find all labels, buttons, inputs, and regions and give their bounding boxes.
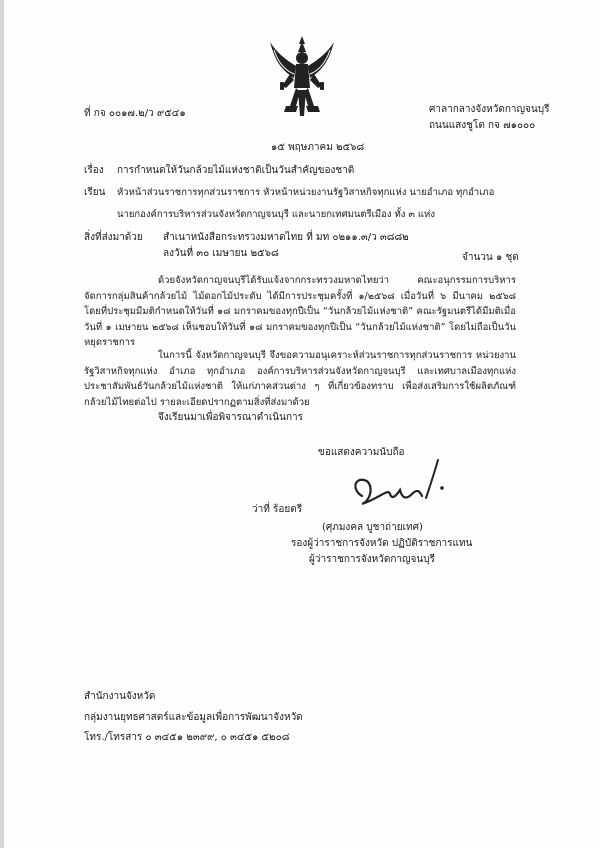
handwritten-signature <box>340 458 460 518</box>
subject-label: เรื่อง <box>84 165 104 176</box>
recipient-label: เรียน <box>84 187 106 198</box>
footer-office: สำนักงานจังหวัด <box>84 691 156 702</box>
enclosure-line-1: สำเนาหนังสือกระทรวงมหาดไทย ที่ มท ๐๒๑๑.๓/ว ๓๘๘๒ <box>163 232 409 243</box>
body-paragraph-3: จึงเรียนมาเพื่อพิจารณาดำเนินการ <box>158 412 304 423</box>
subject-text: การกำหนดให้วันกล้วยไม้แห่งชาติเป็นวันสำคัญของชาติ <box>117 165 355 176</box>
signer-position-1: รองผู้ว่าราชการจังหวัด ปฏิบัติราชการแทน <box>291 538 473 549</box>
document-date: ๑๕ พฤษภาคม ๒๕๖๘ <box>271 142 365 153</box>
signer-annotation: ว่าที่ ร้อยตรี <box>252 504 303 515</box>
recipient-line-1: หัวหน้าส่วนราชการทุกส่วนราชการ หัวหน้าหน่วยงานรัฐวิสาหกิจทุกแห่ง นายอำเภอ ทุกอำเภอ <box>117 187 495 198</box>
scan-edge <box>0 0 4 848</box>
enclosure-label: สิ่งที่ส่งมาด้วย <box>84 232 143 243</box>
signer-name: (ศุภมงคล บูชาถ่ายเทศ) <box>322 522 423 533</box>
signer-position-2: ผู้ว่าราชการจังหวัดกาญจนบุรี <box>309 554 435 565</box>
enclosure-quantity: จำนวน ๑ ชุด <box>462 252 519 263</box>
footer-division: กลุ่มงานยุทธศาสตร์และข้อมูลเพื่อการพัฒนาจังหวัด <box>84 712 303 723</box>
enclosure-line-2: ลงวันที่ ๓๐ เมษายน ๒๕๖๘ <box>163 248 279 259</box>
closing-regards: ขอแสดงความนับถือ <box>318 447 405 458</box>
office-name: ศาลากลางจังหวัดกาญจนบุรี <box>429 104 550 115</box>
footer-phone: โทร./โทรสาร ๐ ๓๔๕๑ ๒๓๙๙, ๐ ๓๔๕๑ ๕๒๐๘ <box>84 732 290 743</box>
recipient-line-2: นายกองค์การบริหารส่วนจังหวัดกาญจนบุรี และนายกเทศมนตรีเมือง ทั้ง ๓ แห่ง <box>117 209 435 220</box>
body-paragraph-1: ด้วยจังหวัดกาญจนบุรีได้รับแจ้งจากกระทรวงมหาดไทยว่า คณะอนุกรรมการบริหารจัดการกลุ่มสินค้ากล้วยไม้ ไม้ดอกไม้ประดับ ได้มีการประชุมครั้งที่ ๑/๒๕๖๘ เมื่อวันที่ ๖ มีนาคม ๒๕๖๘ โดยที่ประชุมมีมติกำหนดให้วันที่ ๑๘ มกราคมของทุกปีเป็น “วันกล้วยไม้แห่งชาติ” คณะรัฐมนตรีได้มีมติเมื่อวันที่ ๑ เมษายน ๒๕๖๘ เห็นชอบให้วันที่ ๑๘ มกราคมของทุกปีเป็น “วันกล้วยไม้แห่งชาติ” โดยไม่ถือเป็นวันหยุดราชการ <box>84 275 516 348</box>
garuda-emblem-icon <box>268 34 336 120</box>
body-paragraph-2: ในการนี้ จังหวัดกาญจนบุรี จึงขอความอนุเคราะห์ส่วนราชการทุกส่วนราชการ หน่วยงานรัฐวิสาหกิจทุกแห่ง อำเภอ ทุกอำเภอ องค์การบริหารส่วนจังหวัดกาญจนบุรี และเทศบาลเมืองทุกแห่ง ประชาสัมพันธ์วันกล้วยไม้แห่งชาติ ให้แก่ภาคส่วนต่าง ๆ ที่เกี่ยวข้องทราบ เพื่อส่งเสริมการใช้ผลิตภัณฑ์กล้วยไม้ไทยต่อไป รายละเอียดปรากฏตามสิ่งที่ส่งมาด้วย <box>84 350 516 408</box>
document-number: ที่ กจ ๐๐๑๗.๒/ว ๙๕๔๑ <box>84 108 186 119</box>
office-address: ถนนแสงชูโต กจ ๗๑๐๐๐ <box>429 120 536 131</box>
